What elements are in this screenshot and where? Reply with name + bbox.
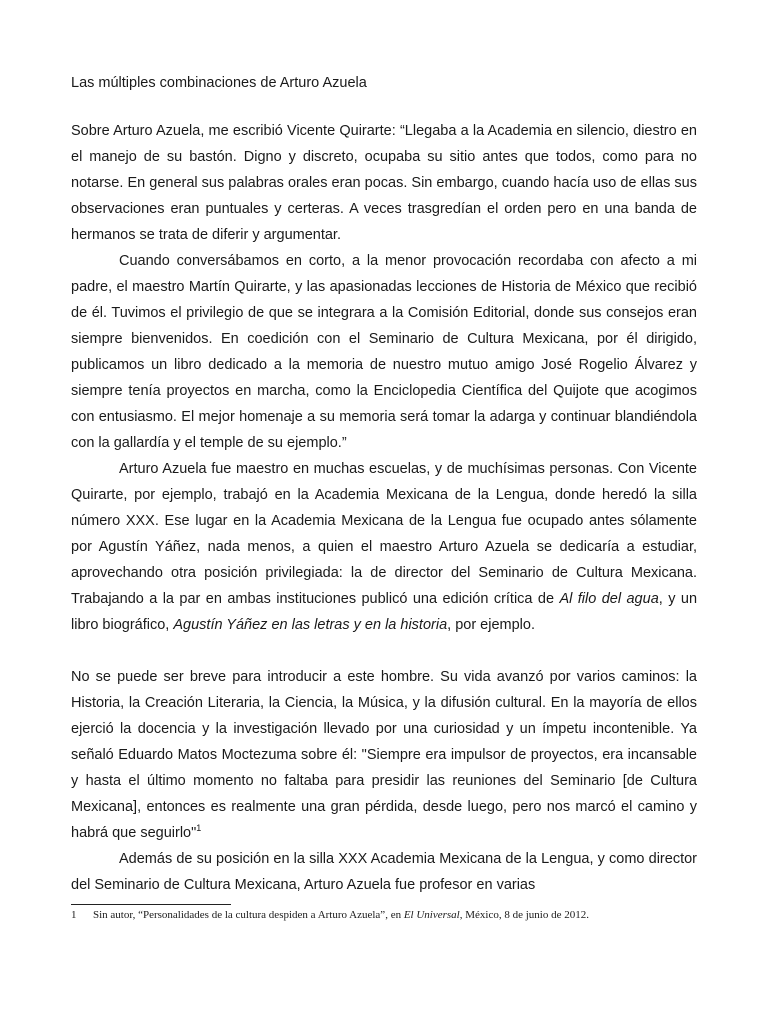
footnote-divider bbox=[71, 904, 231, 905]
paragraph-azuela-teacher bbox=[71, 456, 697, 638]
paragraph-quirarte-memories: Cuando conversábamos en corto, a la menor provocación recordaba con afecto a mi padre, el maestro Martín Quirarte, y las apasionadas lecciones de Historia de México que recibió de él. Tuvimos el privilegio de que se integrara a la Comisión Editorial, donde sus consejos eran siempre bienvenidos. En coedición con el Seminario de Cultura Mexicana, por él dirigido, publicamos un libro dedicado a la memoria de nuestro mutuo amigo José Rogelio Álvarez y siempre tenía proyectos en marcha, como la Enciclopedia Científica del Quijote que acogimos con entusiasmo. El mejor homenaje a su memoria será tomar la adarga y continuar blandiéndola con la gallardía y el temple de su ejemplo.” bbox=[71, 253, 697, 451]
paragraph-azuela-positions: Además de su posición en la silla XXX Academia Mexicana de la Lengua, y como director del Seminario de Cultura Mexicana, Arturo Azuela fue profesor en varias bbox=[71, 851, 697, 893]
footnote-text: Sin autor, “Personalidades de la cultura despiden a Arturo Azuela”, en bbox=[93, 909, 404, 921]
paragraph-azuela-life bbox=[71, 664, 697, 846]
footnote-text-end: , México, 8 de junio de 2012. bbox=[459, 909, 589, 921]
book-title-agustin-yanez: Agustín Yáñez en las letras y en la historia bbox=[173, 617, 448, 633]
document-body bbox=[71, 118, 697, 898]
footnote bbox=[71, 908, 711, 922]
footnote-reference[interactable]: 1 bbox=[196, 823, 202, 834]
paragraph-text: Arturo Azuela fue maestro en muchas escuelas, y de muchísimas personas. Con Vicente Quirarte, por ejemplo, trabajó en la Academia Mexicana de la Lengua, donde heredó la silla número XXX. Ese lugar en la Academia Mexicana de la Lengua fue ocupado antes sólamente por Agustín Yáñez, nada menos, a quien el maestro Arturo Azuela se dedicaría a estudiar, aprovechando otra posición privilegiada: la de director del Seminario de Cultura Mexicana. Trabajando a la par en ambas instituciones publicó una edición crítica de bbox=[71, 461, 697, 607]
footnote-number: 1 bbox=[71, 909, 77, 921]
paragraph-text: , y un libro biográfico, bbox=[71, 591, 698, 633]
paragraph-quirarte-quote: Sobre Arturo Azuela, me escribió Vicente Quirarte: “Llegaba a la Academia en silencio, diestro en el manejo de su bastón. Digno y discreto, ocupaba su sitio antes que todos, como para no notarse. En general sus palabras orales eran pocas. Sin embargo, cuando hacía uso de ellas sus observaciones eran puntuales y certeras. A veces trasgredían el orden pero en una banda de hermanos se trata de diferir y argumentar. bbox=[71, 123, 697, 243]
book-title-al-filo-del-agua: Al filo del agua bbox=[559, 591, 659, 607]
paragraph-text: No se puede ser breve para introducir a este hombre. Su vida avanzó por varios caminos: la Historia, la Creación Literaria, la Ciencia, la Música, y la difusión cultural. En la mayoría de ellos ejerció la docencia y la investigación llevado por una curiosidad y un ímpetu incontenible. Ya señaló Eduardo Matos Moctezuma sobre él: "Siempre era impulsor de proyectos, era incansable y hasta el último momento no faltaba para presidir las reuniones del Seminario [de Cultura Mexicana], entonces es realmente una gran pérdida, desde luego, pero nos marcó el camino y habrá que seguirlo" bbox=[71, 669, 697, 841]
footnote-source-title: El Universal bbox=[403, 909, 460, 921]
document-title: Las múltiples combinaciones de Arturo Azuela bbox=[71, 75, 367, 91]
paragraph-text: , por ejemplo. bbox=[447, 617, 535, 633]
